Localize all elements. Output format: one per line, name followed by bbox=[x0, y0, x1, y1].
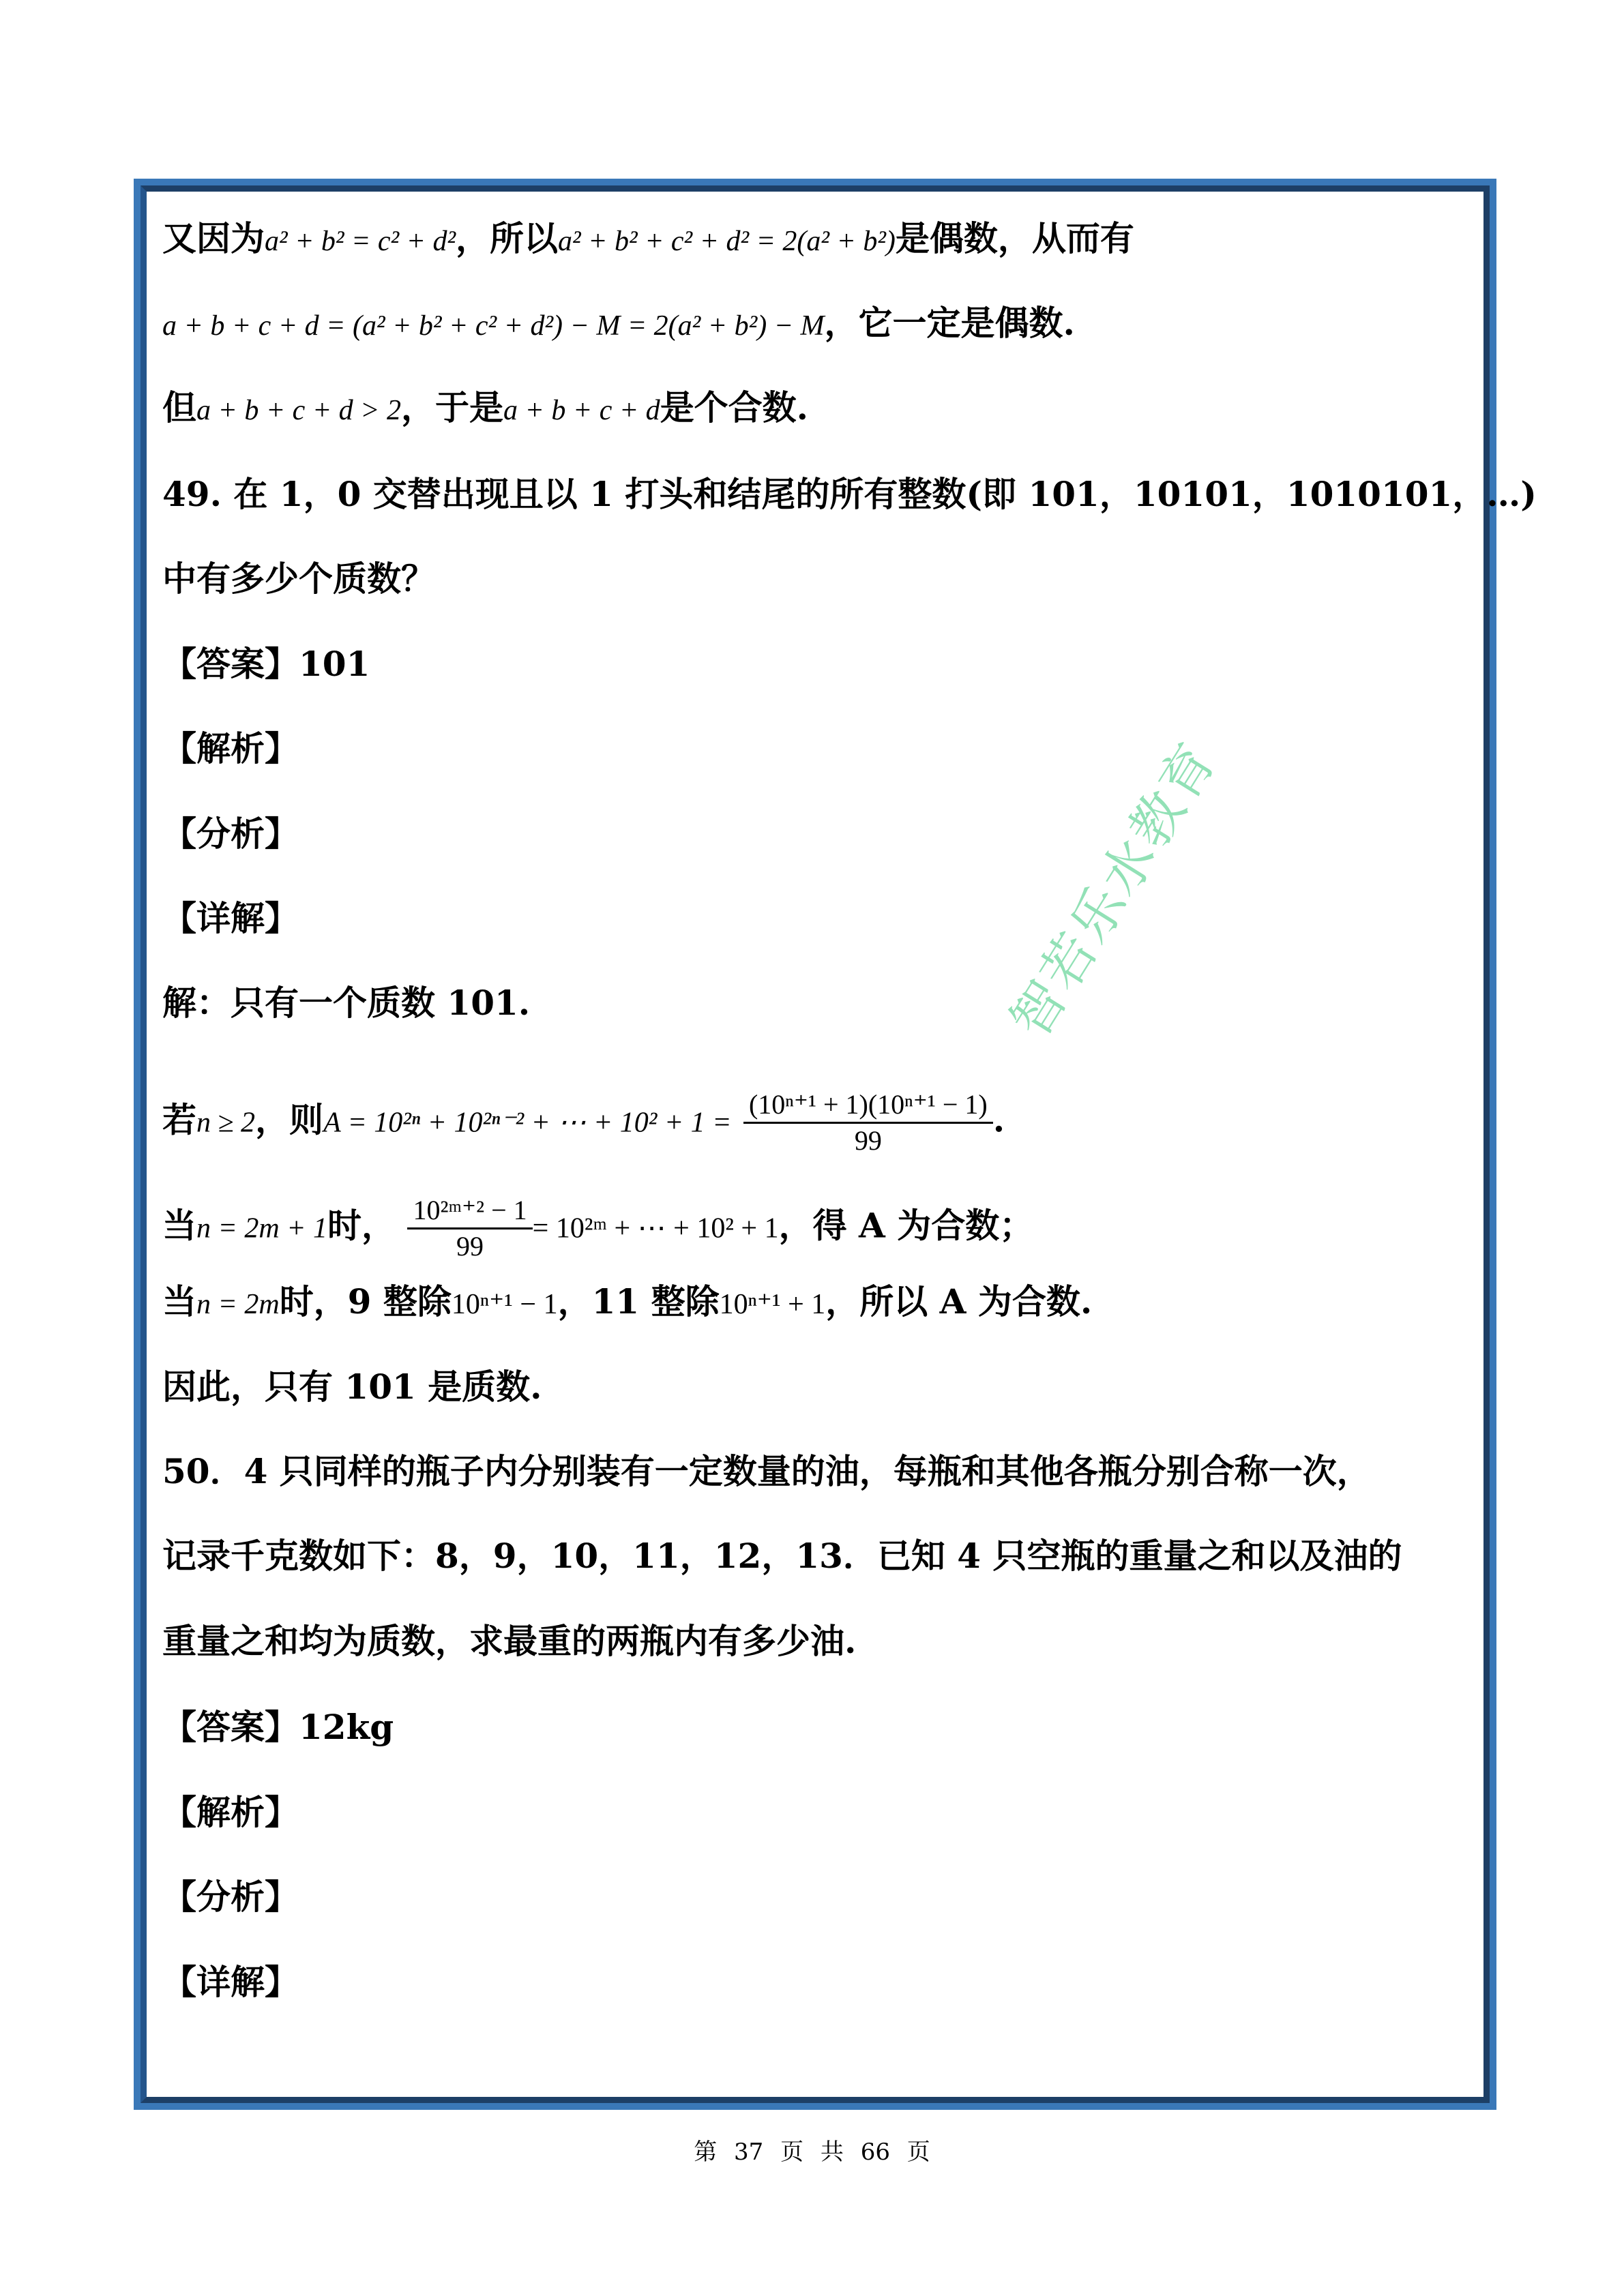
math: a + b + c + d = (a² + b² + c² + d²) − M = 2(a² + b²) − M bbox=[162, 310, 825, 342]
question-49-line2: 中有多少个质数？ bbox=[162, 558, 435, 599]
page-footer: 第 37 页 共 66 页 bbox=[694, 2138, 930, 2166]
text: 但 bbox=[162, 387, 196, 428]
solution-line: 因此，只有 101 是质数. bbox=[162, 1367, 542, 1407]
text: ，所以 bbox=[456, 218, 559, 258]
text-line bbox=[162, 299, 1075, 347]
text: 是偶数，从而有 bbox=[895, 218, 1134, 258]
numerator: (10ⁿ⁺¹ + 1)(10ⁿ⁺¹ − 1) bbox=[743, 1088, 993, 1124]
math: n = 2m + 1 bbox=[196, 1212, 328, 1244]
question-50-line1: 50．4 只同样的瓶子内分别装有一定数量的油，每瓶和其他各瓶分别合称一次， bbox=[162, 1451, 1371, 1491]
numerator: 10²ᵐ⁺² − 1 bbox=[407, 1193, 532, 1229]
denominator: 99 bbox=[854, 1125, 882, 1156]
watermark: 智若乐水教育 bbox=[999, 731, 1230, 1049]
detail-heading: 【详解】 bbox=[162, 1962, 299, 2002]
text: 时，9 整除 bbox=[279, 1281, 452, 1322]
text-line bbox=[162, 215, 1134, 263]
math: = 10²ᵐ + ⋯ + 10² + 1 bbox=[532, 1212, 779, 1244]
answer-50: 【答案】12kg bbox=[162, 1707, 394, 1747]
text: . bbox=[992, 1099, 1005, 1140]
text-line bbox=[162, 384, 808, 432]
text: 当 bbox=[162, 1281, 196, 1322]
analysis-heading: 【解析】 bbox=[162, 728, 299, 769]
text-line bbox=[162, 1088, 1005, 1156]
text: ，11 整除 bbox=[557, 1281, 720, 1322]
math: 10ⁿ⁺¹ + 1 bbox=[719, 1289, 826, 1320]
math: a² + b² = c² + d² bbox=[265, 226, 456, 257]
text: 若 bbox=[162, 1099, 196, 1140]
text: ，得 A 为合数； bbox=[778, 1205, 1034, 1246]
fraction bbox=[407, 1193, 532, 1264]
text: ，它一定是偶数. bbox=[824, 303, 1075, 343]
analysis-sub-heading: 【分析】 bbox=[162, 1877, 299, 1917]
question-50-line2: 记录千克数如下：8，9，10，11，12，13．已知 4 只空瓶的重量之和以及油的 bbox=[162, 1536, 1402, 1576]
math: a + b + c + d > 2 bbox=[196, 395, 402, 426]
text-line bbox=[162, 1193, 1034, 1262]
text: 时， bbox=[327, 1205, 396, 1246]
answer-49: 【答案】101 bbox=[162, 644, 370, 684]
text: ，于是 bbox=[401, 387, 504, 428]
analysis-sub-heading: 【分析】 bbox=[162, 814, 299, 854]
text: 是个合数. bbox=[660, 387, 809, 428]
denominator: 99 bbox=[456, 1231, 484, 1262]
math: n = 2m bbox=[196, 1289, 280, 1320]
math: n ≥ 2 bbox=[196, 1107, 256, 1139]
fraction bbox=[743, 1088, 993, 1158]
math: a + b + c + d bbox=[503, 395, 660, 426]
math: 10ⁿ⁺¹ − 1 bbox=[451, 1289, 558, 1320]
text-line bbox=[162, 1278, 1092, 1326]
question-49-line1: 49. 在 1，0 交替出现且以 1 打头和结尾的所有整数(即 101，10101，1010101，…) bbox=[162, 474, 1537, 514]
math: A = 10²ⁿ + 10²ⁿ⁻² + ⋯ + 10² + 1 = bbox=[323, 1107, 732, 1139]
math: a² + b² + c² + d² = 2(a² + b²) bbox=[558, 226, 896, 257]
question-50-line3: 重量之和均为质数，求最重的两瓶内有多少油. bbox=[162, 1621, 857, 1661]
detail-heading: 【详解】 bbox=[162, 898, 299, 938]
text: ，则 bbox=[255, 1099, 324, 1140]
text: 当 bbox=[162, 1205, 196, 1246]
text: 又因为 bbox=[162, 218, 265, 258]
analysis-heading: 【解析】 bbox=[162, 1792, 299, 1832]
text: ，所以 A 为合数. bbox=[825, 1281, 1093, 1322]
solution-line: 解：只有一个质数 101. bbox=[162, 983, 531, 1023]
